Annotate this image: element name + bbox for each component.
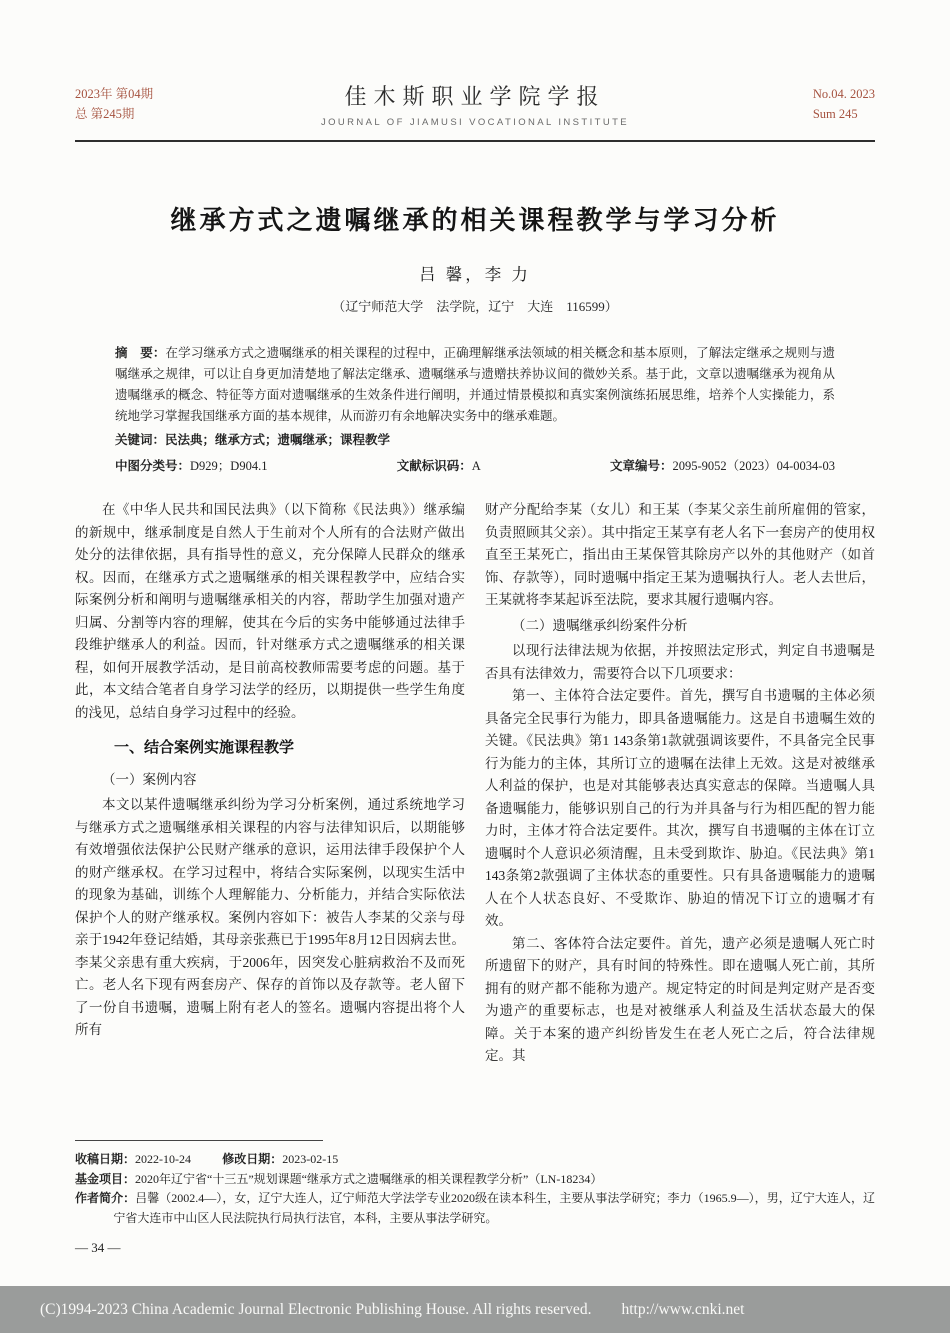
received-date-label: 收稿日期： — [75, 1152, 136, 1166]
section-heading-1: 一、结合案例实施课程教学 — [114, 739, 295, 756]
clc-label: 中图分类号： — [115, 459, 191, 473]
case-continuation-paragraph: 财产分配给李某（女儿）和王某（李某父亲生前所雇佣的管家，负责照顾其父亲）。其中指定王某享有老人名下一套房产的使用权直至王某死亡，指出由王某保管其除房产以外的其他财产（如首饰、存款等），同时遗嘱中指定王某为遗嘱执行人。老人去世后，王某就将李某起诉至法院，要求其履行遗嘱内容。 — [485, 502, 875, 607]
classification-line — [115, 456, 835, 477]
doc-code-value: A — [471, 459, 481, 473]
article-affiliation: （辽宁师范大学 法学院，辽宁 大连 116599） — [332, 299, 618, 314]
doc-code-label: 文献标识码： — [396, 459, 472, 473]
article-title: 继承方式之遗嘱继承的相关课程教学与学习分析 — [170, 205, 780, 235]
header-divider — [75, 140, 875, 142]
journal-title-en: JOURNAL OF JIAMUSI VOCATIONAL INSTITUTE — [320, 117, 630, 128]
keywords-label: 关键词： — [115, 433, 166, 447]
revised-date-label: 修改日期： — [222, 1152, 283, 1166]
author-bio-text: 吕馨（2002.4—），女，辽宁大连人，辽宁师范大学法学专业2020级在读本科生，主要从事法学研究；李力（1965.9—），男，辽宁大连人，辽宁省大连市中山区人民法院执行局执行法官，本科，主要从事法学研究。 — [113, 1191, 875, 1225]
article-body — [75, 499, 875, 1151]
article-authors: 吕 馨，李 力 — [419, 265, 531, 284]
issue-left-line1: 2023年 第04期 — [75, 87, 154, 101]
fund-text: 2020年辽宁省“十三五”规划课题“继承方式之遗嘱继承的相关课程教学分析”（LN-18234） — [135, 1171, 603, 1186]
footnotes — [75, 1140, 875, 1228]
journal-header — [0, 0, 950, 140]
clc-group — [115, 456, 267, 477]
cnki-url: http://www.cnki.net — [621, 1300, 745, 1318]
abstract-label: 摘 要： — [115, 346, 166, 360]
abstract-paragraph — [115, 343, 835, 427]
received-date-value: 2022-10-24 — [135, 1152, 192, 1166]
clc-value: D929；D904.1 — [190, 459, 268, 473]
subsection-heading-1: （一）案例内容 — [102, 771, 197, 787]
intro-paragraph: 在《中华人民共和国民法典》（以下简称《民法典》）继承编的新规中，继承制度是自然人于生前对个人所有的合法财产做出处分的法律依据，具有指导性的意义，充分保障人民群众的继承权。因而，在继承方式之遗嘱继承的相关课程教学中，应结合实际案例分析和阐明与遗嘱继承相关的内容，帮助学生加强对遗产归属、分割等内容的理解，使其在今后的实务中能够通过法律手段维护继承人的利益。因而，针对继承方式之遗嘱继承的相关课程，如何开展教学活动，是目前高校教师需要考虑的问题。基于此，本文结合笔者自身学习法学的经历，以期提供一些学生角度的浅见，总结自身学习过程中的经验。 — [75, 502, 465, 720]
note-fund — [75, 1170, 875, 1190]
analysis-point-2: 第二、客体符合法定要件。首先，遗产必须是遗嘱人死亡时所遗留下的财产，具有时间的特殊性。即在遗嘱人死亡前，其所拥有的财产都不能称为遗产。规定特定的时间是判定财产是否变为遗产的重要标志，也是对被继承人利益及生活状态最大的保障。关于本案的遗产纠纷皆发生在老人死亡之后，符合法律规定。其 — [485, 935, 875, 1063]
abstract-text: 在学习继承方式之遗嘱继承的相关课程的过程中，正确理解继承法领域的相关概念和基本原则，了解法定继承之规则与遗嘱继承之规律，可以让自身更加清楚地了解法定继承、遗嘱继承与遗赠扶养协议间的微妙关系。基于此，文章以遗嘱继承为视角从遗嘱继承的概念、特征等方面对遗嘱继承的生效条件进行阐明，并通过情景模拟和真实案例演练拓展思维，培养个人实操能力，系统地学习掌握我国继承方面的基本规律，从而游刃有余地解决实务中的继承难题。 — [115, 346, 835, 423]
article-id-group — [610, 456, 835, 477]
right-column — [485, 499, 875, 1151]
copyright-text: (C)1994-2023 China Academic Journal Electronic Publishing House. All rights reserved. — [40, 1300, 592, 1318]
left-column — [75, 499, 465, 1151]
footnote-divider — [75, 1140, 323, 1141]
issue-right-line1: No.04. 2023 — [812, 87, 875, 101]
journal-masthead — [321, 80, 629, 128]
page-number: — 34 — — [75, 1240, 121, 1255]
note-dates — [75, 1150, 875, 1170]
article-id-value: 2095-9052（2023）04-0034-03 — [672, 459, 835, 473]
subsection-heading-2: （二）遗嘱继承纠纷案件分析 — [512, 617, 688, 633]
fund-label: 基金项目： — [75, 1171, 136, 1186]
analysis-point-1: 第一、主体符合法定要件。首先，撰写自书遗嘱的主体必须具备完全民事行为能力，即具备遗嘱能力。这是自书遗嘱生效的关键。《民法典》第1 143条第1款就强调该要件，不具备完全民事行为能力的主体，其所订立的遗嘱在法律上无效。这是对被继承人利益的保护，也是对其能够表达真实意志的保障。当遗嘱人具备遗嘱能力，能够识别自己的行为并具备与行为相匹配的智力能力时，主体才符合法定要件。其次，撰写自书遗嘱的主体在订立遗嘱时个人意识必须清醒，且未受到欺诈、胁迫。《民法典》第1 143条第2款强调了主体状态的重要性。只有具备遗嘱能力的遗嘱人在个人状态良好、不受欺诈、胁迫的情况下订立的遗嘱才有效。 — [485, 688, 875, 928]
issue-info-right — [813, 84, 875, 124]
article-id-label: 文章编号： — [609, 459, 673, 473]
journal-title-cn: 佳木斯职业学院学报 — [344, 84, 606, 109]
keywords-text: 民法典；继承方式；遗嘱继承；课程教学 — [165, 433, 391, 447]
note-author-bio — [75, 1189, 875, 1228]
cnki-watermark-bar — [0, 1286, 950, 1333]
issue-left-line2: 总 第245期 — [75, 107, 135, 121]
doc-code-group — [397, 456, 481, 477]
issue-info-left — [75, 84, 153, 124]
revised-date-value: 2023-02-15 — [282, 1152, 339, 1166]
analysis-intro-paragraph: 以现行法律法规为依据，并按照法定形式，判定自书遗嘱是否具有法律效力，需要符合以下几项要求： — [485, 643, 875, 681]
author-bio-label: 作者简介： — [75, 1191, 136, 1205]
abstract-block — [115, 343, 835, 477]
case-paragraph: 本文以某件遗嘱继承纠纷为学习分析案例，通过系统地学习与继承方式之遗嘱继承相关课程的内容与法律知识后，以期能够有效增强依法保护公民财产继承的意识，运用法律手段保护个人的财产继承权。在学习过程中，将结合实际案例，以现实生活中的现象为基础，训练个人理解能力、分析能力，并结合实际依法保护个人的财产继承权。案例内容如下：被告人李某的父亲与母亲于1942年登记结婚，其母亲张燕已于1995年8月12日因病去世。李某父亲患有重大疾病，于2006年，因突发心脏病救治不及而死亡。老人名下现有两套房产、保存的首饰以及存款等。老人留下了一份自书遗嘱，遗嘱上附有老人的签名。遗嘱内容提出将个人所有 — [75, 797, 465, 1037]
issue-right-line2: Sum 245 — [812, 107, 858, 121]
keywords-line — [115, 430, 835, 451]
